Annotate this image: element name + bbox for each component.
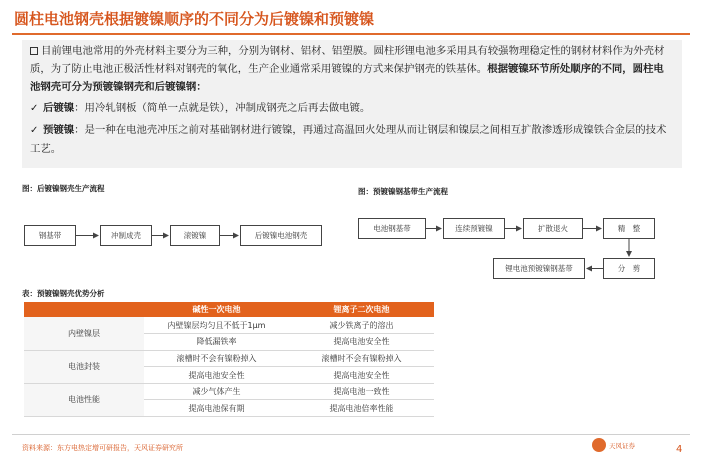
table-cell: 滚槽时不会有镍粉掉入 bbox=[144, 350, 289, 367]
source-note: 资料来源：东方电热定增可研报告，天风证券研究所 bbox=[22, 444, 183, 452]
item-text: ：用冷轧钢板（简单一点就是铁），冲制成钢壳之后再去做电镀。 bbox=[74, 102, 371, 114]
table-row bbox=[24, 317, 434, 334]
table-cell: 减少铁离子的溶出 bbox=[289, 317, 434, 334]
table-row bbox=[24, 383, 434, 400]
intro-emphasis: 根据镀镍环节所处顺序的不同，圆柱电池钢壳可分为预镀镍钢壳和后镀镍钢： bbox=[30, 63, 664, 93]
table-category: 电池性能 bbox=[24, 383, 144, 416]
table-label: 表：预镀镍钢壳优势分析 bbox=[22, 289, 105, 298]
flow2-step-slitting: 分 剪 bbox=[603, 258, 655, 279]
item-term: 后镀镍 bbox=[43, 102, 75, 114]
flow1-step-barrel-plating: 滚镀镍 bbox=[170, 225, 220, 246]
table-row bbox=[24, 350, 434, 367]
item-text: ：是一种在电池壳冲压之前对基础钢材进行镀镍，再通过高温回火处理从而让钢层和镍层之间相互扩散渗透形成镍铁合金层的技术工艺。 bbox=[30, 124, 667, 155]
table-cell: 提高电池安全性 bbox=[144, 367, 289, 384]
table-header-blank bbox=[24, 302, 144, 317]
table-cell: 提高电池安全性 bbox=[289, 334, 434, 351]
flow2-step-finishing: 精 整 bbox=[603, 218, 655, 239]
footer-divider bbox=[12, 434, 690, 435]
page-number: 4 bbox=[676, 444, 683, 455]
figure2-label: 图：预镀镍钢基带生产流程 bbox=[358, 187, 448, 196]
table-category: 内壁镍层 bbox=[24, 317, 144, 350]
advantage-table bbox=[24, 302, 434, 417]
table-cell: 提高电池安全性 bbox=[289, 367, 434, 384]
table-cell: 提高电池倍率性能 bbox=[289, 400, 434, 417]
table-header-row bbox=[24, 302, 434, 317]
logo-text: 天风证券 bbox=[609, 441, 635, 450]
flow2-step-pre-plating: 连续预镀镍 bbox=[443, 218, 505, 239]
table-header-alkaline: 碱性一次电池 bbox=[144, 302, 289, 317]
check-icon: ✓ bbox=[30, 125, 39, 136]
table-cell: 提高电池保有期 bbox=[144, 400, 289, 417]
flow1-step-final-shell: 后镀镍电池钢壳 bbox=[240, 225, 322, 246]
logo-icon bbox=[592, 438, 606, 452]
flow2-step-annealing: 扩散退火 bbox=[523, 218, 583, 239]
intro-text: 目前锂电池常用的外壳材料主要分为三种，分别为钢材、铝材、铝塑膜。圆柱形锂电池多采用具有较强物理稳定性的钢材材料作为外壳材质，为了防止电池正极活性材料对钢壳的氧化，生产企业通常采用镀镍的方式来保护钢壳的铁基体。 bbox=[30, 45, 665, 75]
table-header-lithium: 锂离子二次电池 bbox=[289, 302, 434, 317]
table-cell: 滚槽时不会有镍粉掉入 bbox=[289, 350, 434, 367]
table-category: 电池封装 bbox=[24, 350, 144, 383]
check-icon: ✓ bbox=[30, 103, 39, 114]
flow2-step-steel-base: 电池钢基带 bbox=[358, 218, 426, 239]
item-term: 预镀镍 bbox=[43, 124, 75, 136]
table-cell: 内壁镍层均匀且不低于1μm bbox=[144, 317, 289, 334]
page-title: 圆柱电池钢壳根据镀镍顺序的不同分为后镀镍和预镀镍 bbox=[14, 10, 375, 28]
figure1-label: 图：后镀镍钢壳生产流程 bbox=[22, 184, 105, 193]
table-cell: 降低漏铁率 bbox=[144, 334, 289, 351]
flow2-step-final-strip: 锂电池预镀镍钢基带 bbox=[493, 258, 585, 279]
brand-logo bbox=[592, 438, 635, 452]
flow1-step-stamping: 冲制成壳 bbox=[100, 225, 152, 246]
table-cell: 提高电池一致性 bbox=[289, 383, 434, 400]
table-cell: 减少气体产生 bbox=[144, 383, 289, 400]
flow1-step-steel-strip: 钢基带 bbox=[24, 225, 76, 246]
